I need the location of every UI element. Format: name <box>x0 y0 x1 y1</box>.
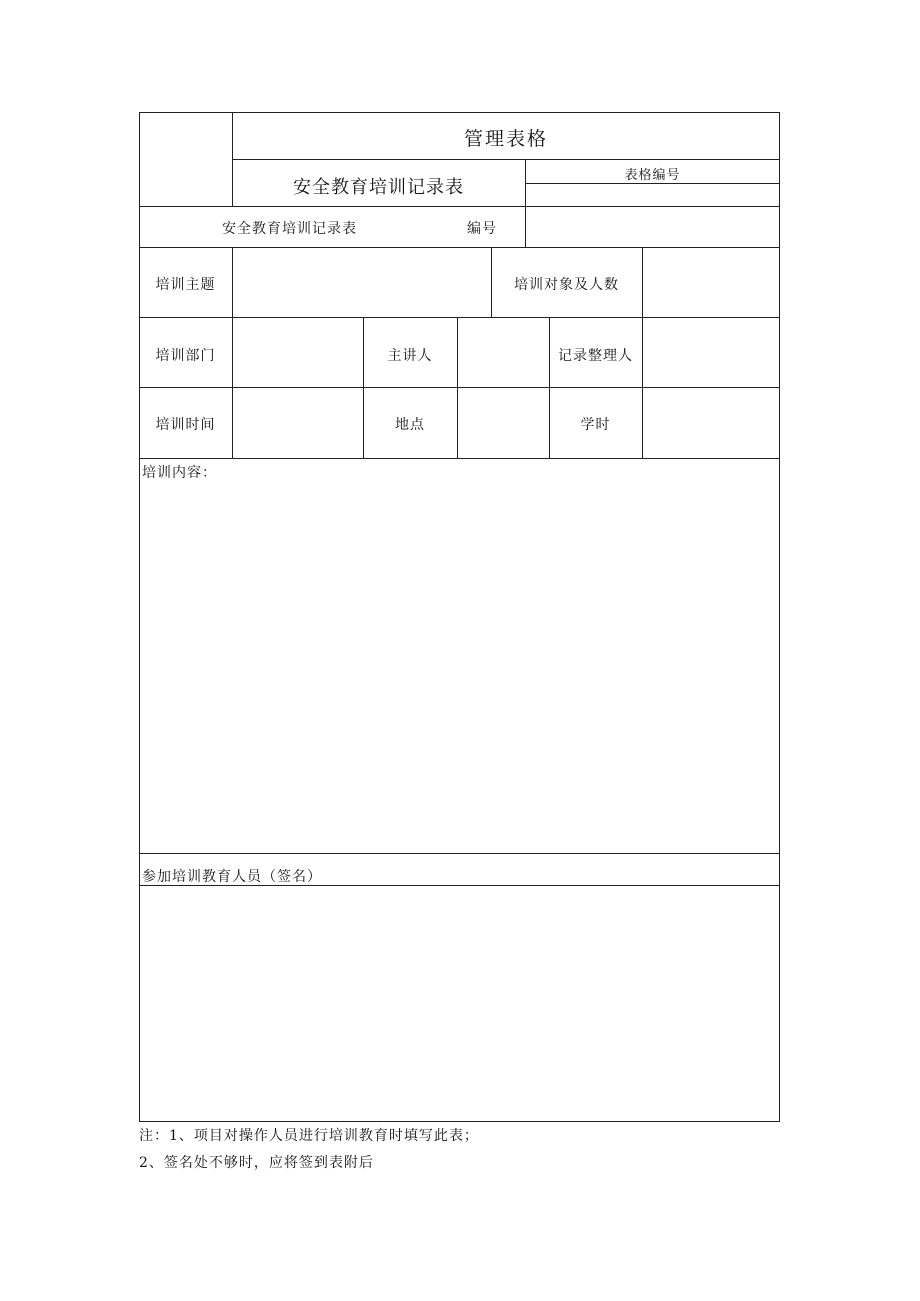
recorder-field[interactable] <box>650 345 772 363</box>
audience-field[interactable] <box>650 274 772 292</box>
form-number-label: 表格编号 <box>624 168 681 183</box>
divider <box>232 159 780 160</box>
divider <box>232 247 233 458</box>
table-border-bottom <box>139 1121 780 1122</box>
attendees-label: 参加培训教育人员（签名） <box>142 869 322 885</box>
divider <box>139 853 780 854</box>
department-label: 培训部门 <box>155 348 216 364</box>
divider <box>139 317 780 318</box>
hours-label: 学时 <box>580 417 611 433</box>
divider <box>642 247 643 458</box>
department-field[interactable] <box>240 345 356 363</box>
attendees-signature-area[interactable] <box>146 892 772 1114</box>
hours-field[interactable] <box>650 414 772 432</box>
time-field[interactable] <box>240 414 356 432</box>
content-area[interactable] <box>146 486 772 846</box>
note-line-2: 2、签名处不够时，应将签到表附后 <box>139 1155 374 1171</box>
location-label: 地点 <box>395 417 425 433</box>
divider <box>139 387 780 388</box>
form-title: 安全教育培训记录表 <box>293 177 464 198</box>
table-border-right <box>779 112 780 1122</box>
record-name: 安全教育培训记录表 <box>222 221 357 237</box>
divider <box>525 183 780 184</box>
number-field[interactable] <box>532 218 772 236</box>
location-field[interactable] <box>464 414 542 432</box>
table-border-left <box>139 112 140 1122</box>
divider <box>139 206 780 207</box>
lecturer-label: 主讲人 <box>387 348 433 364</box>
divider <box>139 458 780 459</box>
number-label: 编号 <box>467 221 497 237</box>
content-label: 培训内容： <box>142 465 217 481</box>
audience-label: 培训对象及人数 <box>514 277 619 293</box>
main-title: 管理表格 <box>463 128 548 150</box>
recorder-label: 记录整理人 <box>558 348 633 364</box>
topic-label: 培训主题 <box>155 277 216 293</box>
divider <box>139 247 780 248</box>
time-label: 培训时间 <box>155 417 216 433</box>
lecturer-field[interactable] <box>464 345 542 363</box>
topic-field[interactable] <box>240 274 484 292</box>
table-border-top <box>139 112 780 113</box>
form-number-field[interactable] <box>532 188 772 204</box>
note-line-1: 注：1、项目对操作人员进行培训教育时填写此表； <box>139 1128 479 1144</box>
